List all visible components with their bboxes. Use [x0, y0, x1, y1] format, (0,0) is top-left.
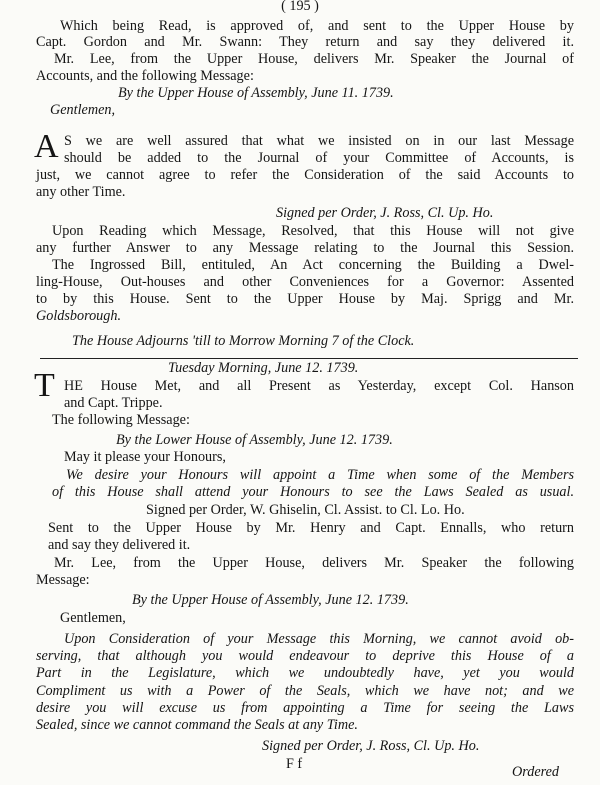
text-line: Sent to the Upper House by Mr. Henry and Capt. Ennalls, who return [48, 520, 574, 536]
text-line: HE House Met, and all Present as Yesterday, except Col. Hanson [64, 378, 574, 394]
signature-line: Signed per Order, J. Ross, Cl. Up. Ho. [276, 205, 494, 221]
text-line: and Capt. Trippe. [64, 395, 163, 411]
signature-mark: F f [286, 756, 303, 772]
text-line: Sealed, since we cannot command the Seals at any Time. [36, 717, 358, 733]
salutation: Gentlemen, [60, 610, 126, 626]
text-line: The Ingrossed Bill, entituled, An Act concerning the Building a Dwel- [52, 257, 574, 273]
text-line: S we are well assured that what we insisted on in our last Message [64, 133, 574, 149]
text-line: serving, that although you would endeavour to deprive this House of a [36, 648, 574, 664]
text-line: Goldsborough. [36, 308, 121, 324]
text-line: Accounts, and the following Message: [36, 68, 254, 84]
salutation: May it please your Honours, [64, 449, 226, 465]
text-line: Upon Consideration of your Message this Morning, we cannot avoid ob- [64, 631, 574, 647]
text-line: The following Message: [52, 412, 190, 428]
text-line: any further Answer to any Message relating to the Journal this Session. [36, 240, 574, 256]
text-line: Upon Reading which Message, Resolved, that this House will not give [52, 223, 574, 239]
text-line: to by this House. Sent to the Upper House by Maj. Sprigg and Mr. [36, 291, 574, 307]
text-line: Part in the Legislature, which we undoubtedly have, yet you would [36, 665, 574, 681]
drop-cap: A [34, 128, 59, 165]
day-heading: Tuesday Morning, June 12. 1739. [168, 360, 359, 376]
message-heading: By the Upper House of Assembly, June 12. 1739. [132, 592, 409, 608]
message-heading: By the Upper House of Assembly, June 11. 1739. [118, 85, 394, 101]
text-line: We desire your Honours will appoint a Time when some of the Members [66, 467, 574, 483]
text-line: Compliment us with a Power of the Seals, which we have not; and we [36, 683, 574, 699]
catchword: Ordered [512, 764, 560, 780]
signature-line: Signed per Order, W. Ghiselin, Cl. Assist. to Cl. Lo. Ho. [146, 502, 465, 518]
signature-line: Signed per Order, J. Ross, Cl. Up. Ho. [262, 738, 480, 754]
text-line: and say they delivered it. [48, 537, 191, 553]
text-line: Message: [36, 572, 90, 588]
text-line: ling-House, Out-houses and other Conveniences for a Governor: Assented [36, 274, 574, 290]
message-heading: By the Lower House of Assembly, June 12. 1739. [116, 432, 393, 448]
text-line: should be added to the Journal of your Committee of Accounts, is [64, 150, 574, 166]
adjournment-line: The House Adjourns 'till to Morrow Morning 7 of the Clock. [72, 333, 415, 349]
section-rule [40, 358, 578, 359]
text-line: Mr. Lee, from the Upper House, delivers Mr. Speaker the following [54, 555, 574, 571]
drop-cap: T [34, 367, 55, 404]
text-line: Capt. Gordon and Mr. Swann: They return and say they delivered it. [36, 34, 574, 50]
text-line: Which being Read, is approved of, and sent to the Upper House by [60, 18, 574, 34]
text-line: desire you will excuse us from appointing a Time for seeing the Laws [36, 700, 574, 716]
salutation: Gentlemen, [50, 102, 116, 118]
text-line: Mr. Lee, from the Upper House, delivers Mr. Speaker the Journal of [54, 51, 574, 67]
text-line: of this House shall attend your Honours to see the Laws Sealed as usual. [52, 484, 574, 500]
text-line: any other Time. [36, 184, 126, 200]
page-number: ( 195 ) [281, 0, 319, 14]
text-line: just, we cannot agree to refer the Consideration of the said Accounts to [36, 167, 574, 183]
